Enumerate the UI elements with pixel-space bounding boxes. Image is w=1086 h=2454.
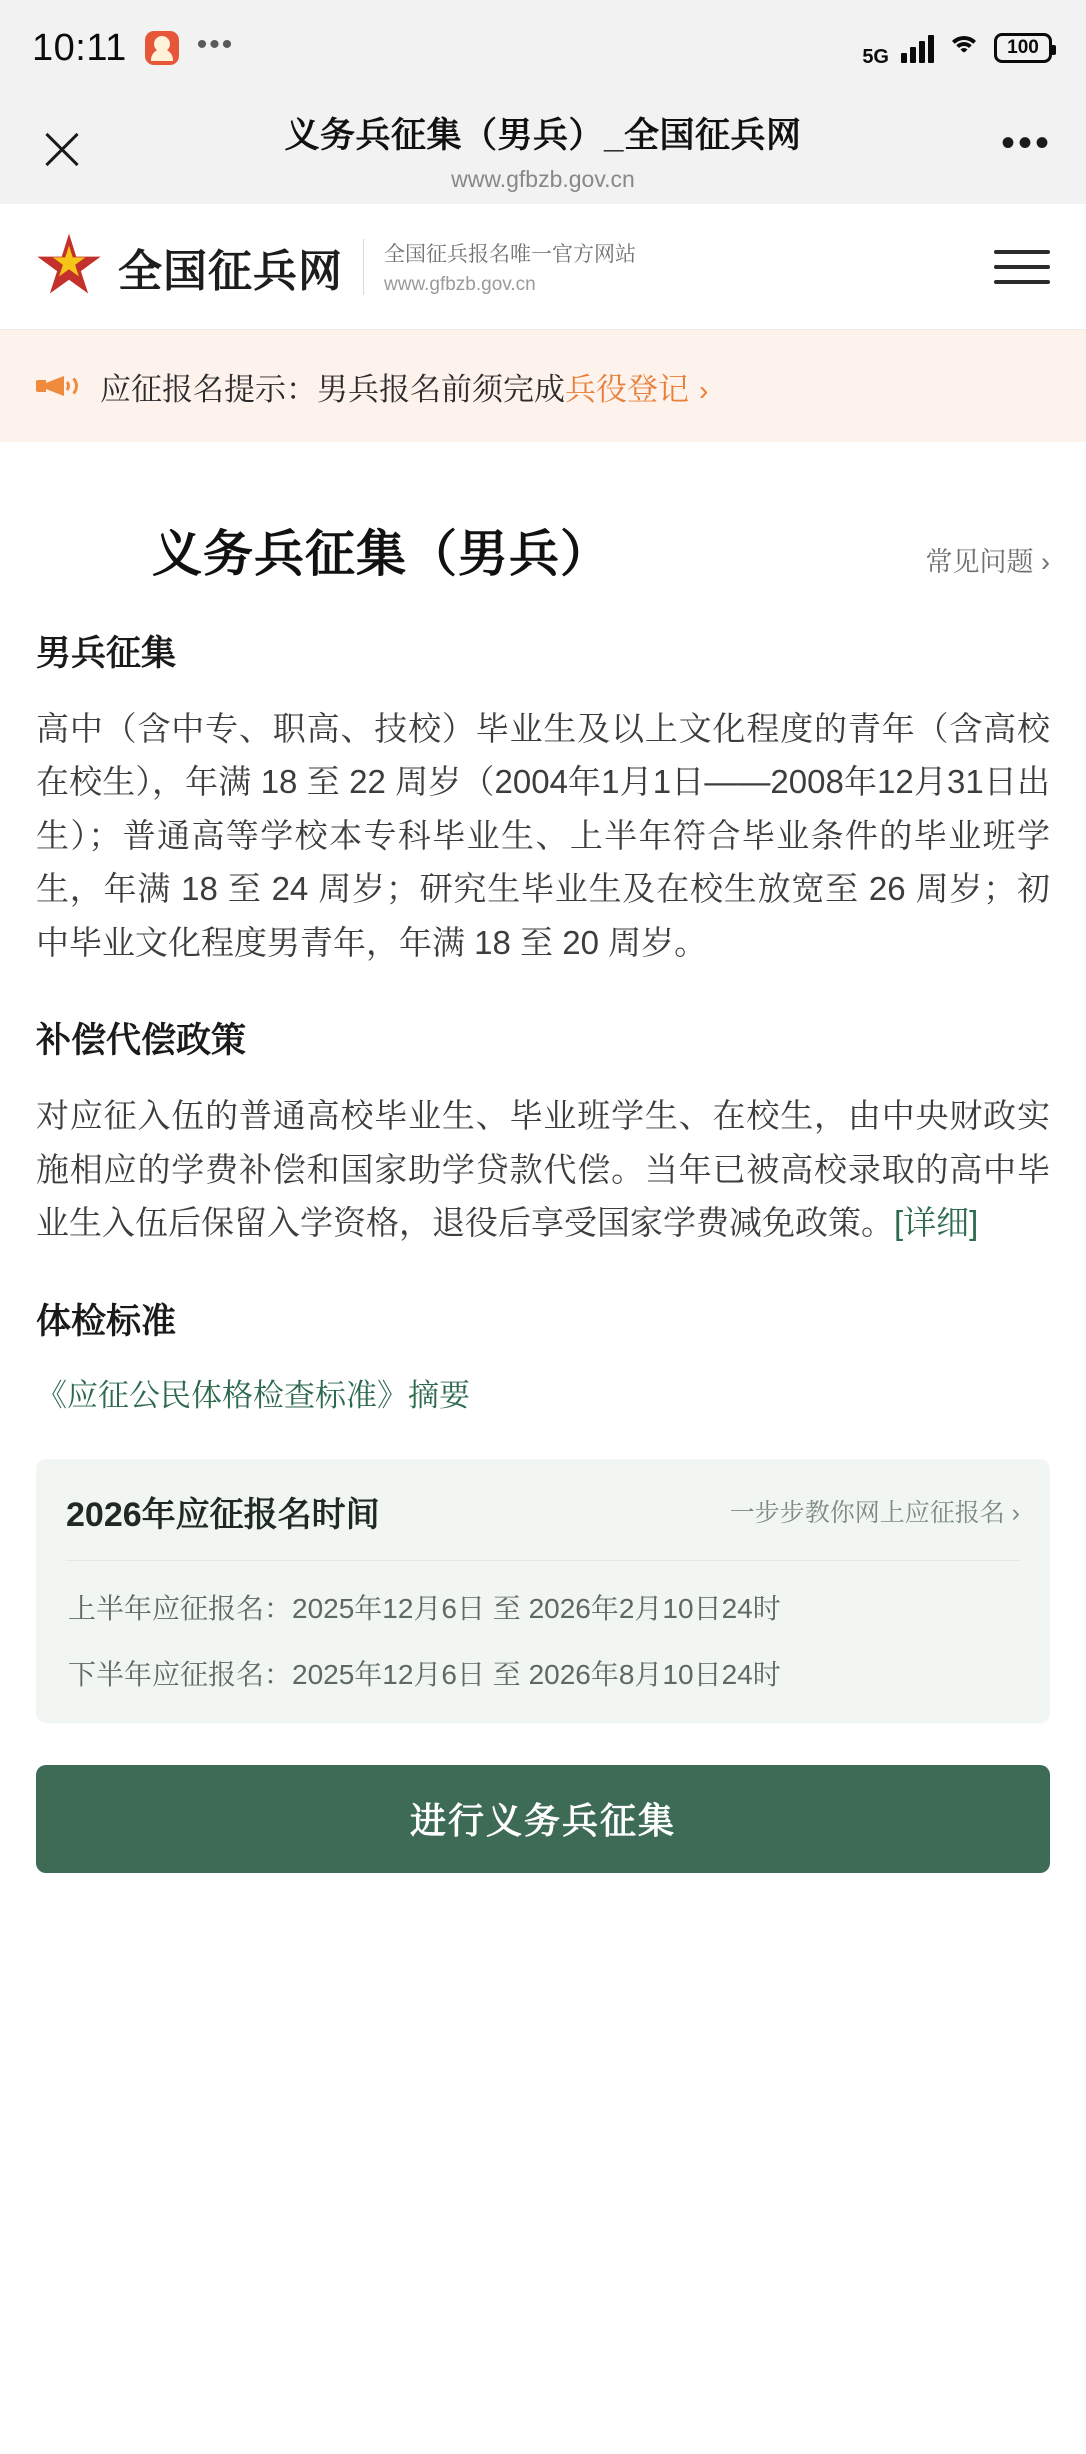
notice-label: 应征报名提示： [100, 371, 317, 407]
site-tagline-line1: 全国征兵报名唯一官方网站 [384, 242, 636, 266]
browser-toolbar [0, 96, 1086, 204]
signup-guide-link[interactable]: 一步步教你网上应征报名 › [729, 1499, 1020, 1528]
browser-url: www.gfbzb.gov.cn [451, 165, 635, 192]
battery-level: 100 [1007, 37, 1039, 58]
hamburger-menu-icon[interactable] [994, 250, 1050, 284]
notice-banner[interactable] [0, 330, 1086, 442]
section-heading: 补偿代偿政策 [36, 1021, 247, 1061]
more-horizontal-icon[interactable]: ••• [1000, 121, 1052, 165]
close-icon[interactable] [34, 122, 90, 178]
site-tagline [384, 238, 636, 296]
section-heading: 体检标准 [36, 1301, 177, 1341]
site-logo-text[interactable]: 全国征兵网 [118, 245, 343, 297]
notice-text [100, 364, 708, 409]
status-bar [0, 0, 1086, 96]
section-body-text: 对应征入伍的普通高校毕业生、毕业班学生、在校生，由中央财政实施相应的学费补偿和国家助学贷款代偿。当年已被高校录取的高中毕业生入伍后保留入学资格，退役后享受国家学费减免政策。 [36, 1097, 1050, 1242]
notice-body: 男兵报名前须完成 [317, 371, 565, 407]
signup-period-row: 上半年应征报名：2025年12月6日 至 2026年2月10日24时 [68, 1592, 781, 1624]
section-physical-standards [36, 1294, 1050, 1415]
site-header [0, 204, 1086, 330]
page-title: 义务兵征集（男兵） [152, 526, 611, 582]
logo-divider [363, 239, 364, 295]
signup-time-card [36, 1459, 1050, 1723]
start-conscription-button[interactable]: 进行义务兵征集 [36, 1765, 1050, 1873]
status-time: 10:11 [32, 26, 127, 69]
status-bar-right [862, 28, 1052, 69]
main-content [0, 442, 1086, 1873]
detail-link[interactable]: [详细] [894, 1204, 979, 1242]
ellipsis-icon: ••• [196, 28, 235, 61]
faq-link[interactable]: 常见问题 › [925, 547, 1050, 577]
browser-title-block [0, 96, 1086, 204]
signup-period-row: 下半年应征报名：2025年12月6日 至 2026年8月10日24时 [68, 1658, 781, 1690]
battery-icon [994, 33, 1052, 63]
chevron-right-icon: › [699, 374, 709, 406]
status-bar-left [32, 27, 234, 70]
section-heading: 男兵征集 [36, 634, 177, 673]
wifi-icon [946, 34, 982, 62]
section-body [36, 1089, 1050, 1249]
site-tagline-line2: www.gfbzb.gov.cn [384, 273, 536, 295]
section-compensation-policy [36, 1013, 1050, 1249]
notice-link[interactable]: 兵役登记 [565, 371, 689, 407]
signup-card-title: 2026年应征报名时间 [66, 1495, 380, 1534]
section-male-conscription [36, 626, 1050, 969]
signal-bars-icon [901, 33, 934, 63]
network-label: 5G [862, 45, 889, 68]
penguin-badge-icon [145, 31, 179, 65]
section-body: 高中（含中专、职高、技校）毕业生及以上文化程度的青年（含高校在校生），年满 18 至 22 周岁（2004年1月1日——2008年12月31日出生）；普通高等学校本专科毕业生、上半年符合毕业条件的毕业班学生，年满 18 至 24 周岁；研究生毕业生及在校生放宽至 26 周岁；初中毕业文化程度男青年，年满 18 至 20 周岁。 [36, 710, 1050, 961]
browser-page-title: 义务兵征集（男兵）_全国征兵网 [284, 115, 802, 155]
page-title-row [36, 442, 1050, 626]
army-star-emblem-icon [36, 234, 102, 300]
signup-card-header [66, 1487, 1020, 1561]
physical-standards-link[interactable]: 《应征公民体格检查标准》摘要 [36, 1377, 470, 1413]
megaphone-icon [36, 368, 80, 404]
